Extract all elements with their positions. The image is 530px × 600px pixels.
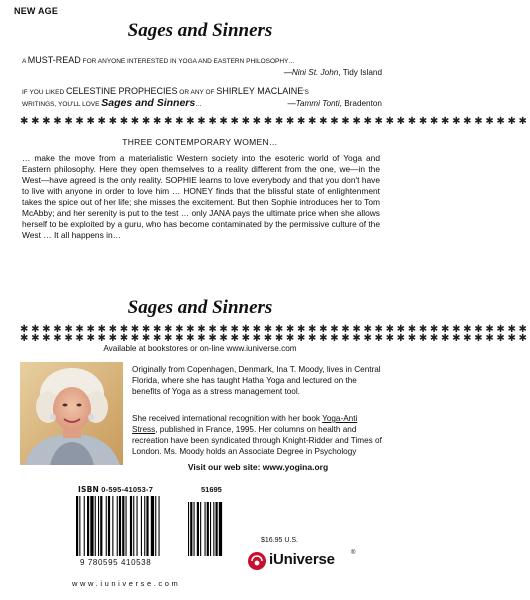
star-divider: ✱✱✱✱✱✱✱✱✱✱✱✱✱✱✱✱✱✱✱✱✱✱✱✱✱✱✱✱✱✱✱✱✱✱✱✱✱✱✱✱✱✱✱✱✱✱ <box>20 116 530 127</box>
review-quote-1: A MUST-READ FOR ANYONE INTERESTED IN YOGA AND EASTERN PHILOSOPHY… —Nini St. John, Tidy Island <box>22 55 382 77</box>
publisher-name: iUniverse <box>269 551 335 568</box>
author-bio-2: She received international recognition with her book Yoga-Anti Stress, published in France, 1995. Her columns on health and recreation have been syndicated through Knight-Ridder and Times of London. Ms. Moody holds an Associate Degree in Psychology <box>132 414 382 456</box>
author-photo <box>20 362 123 465</box>
price-label: $16.95 U.S. <box>261 537 298 544</box>
barcode-graphic <box>76 496 228 558</box>
section-heading: THREE CONTEMPORARY WOMEN… <box>122 137 278 147</box>
iuniverse-logo-icon <box>247 551 267 571</box>
genre-label: NEW AGE <box>14 6 59 16</box>
ean-number: 9 780595 410538 <box>80 558 152 567</box>
barcode-block <box>58 485 228 573</box>
trademark-symbol: ® <box>351 550 356 556</box>
star-divider: ✱✱✱✱✱✱✱✱✱✱✱✱✱✱✱✱✱✱✱✱✱✱✱✱✱✱✱✱✱✱✱✱✱✱✱✱✱✱✱✱✱✱✱✱✱✱ <box>20 324 530 335</box>
quote-book-title: Sages and Sinners <box>101 97 196 109</box>
synopsis-text: … make the move from a materialistic Western society into the esoteric world of Yoga and Eastern philosophy. Here they open themselves to a reality different from the one, we—in the West—have agreed is the only reality. SOPHIE learns to love everybody and that you don't have to live with anyone in order to love him … HONEY finds that the blissful state of enlightenment takes the spice out of her life; she misses the excitement. But then Sophie introduces her to Tom McAbby; and her serenity is put to the test … only JANA pays the ultimate price when she allows herself to be exploited by a guru, who has become contaminated by the permissive culture of the West … It all happens in… <box>22 153 381 240</box>
isbn-text: ISBN 0-595-41053-7 <box>78 485 154 494</box>
quote-attribution: —Tammi Tonti, Bradenton <box>287 99 382 108</box>
price-code: 51695 <box>201 485 222 494</box>
publisher-url: www.iuniverse.com <box>72 579 181 588</box>
quote-emphasis: MUST-READ <box>27 55 81 65</box>
author-website: Visit our web site: www.yogina.org <box>187 462 329 472</box>
book-title: Sages and Sinners <box>127 20 273 41</box>
bio-book-title: Yoga-Anti Stress <box>132 414 358 434</box>
book-title-repeat: Sages and Sinners <box>127 297 273 318</box>
author-bio-1: Originally from Copenhagen, Denmark, Ina T. Moody, lives in Central Florida, where she has taught Hatha Yoga and lectured on the benefits of Yoga as a stress management tool. <box>132 365 381 396</box>
review-quote-2: IF YOU LIKED CELESTINE PROPHECIES OR ANY OF SHIRLEY MACLAINE'S WRITINGS, YOU'LL LOVE Sages and Sinners… —Tammi Tonti, Bradenton <box>22 86 382 109</box>
star-divider: ✱✱✱✱✱✱✱✱✱✱✱✱✱✱✱✱✱✱✱✱✱✱✱✱✱✱✱✱✱✱✱✱✱✱✱✱✱✱✱✱✱✱✱✱✱✱ <box>20 333 530 344</box>
availability-text: Available at bookstores or on-line www.iuniverse.com <box>103 344 297 353</box>
publisher-logo <box>247 548 367 574</box>
quote-attribution: —Nini St. John, Tidy Island <box>283 68 382 77</box>
